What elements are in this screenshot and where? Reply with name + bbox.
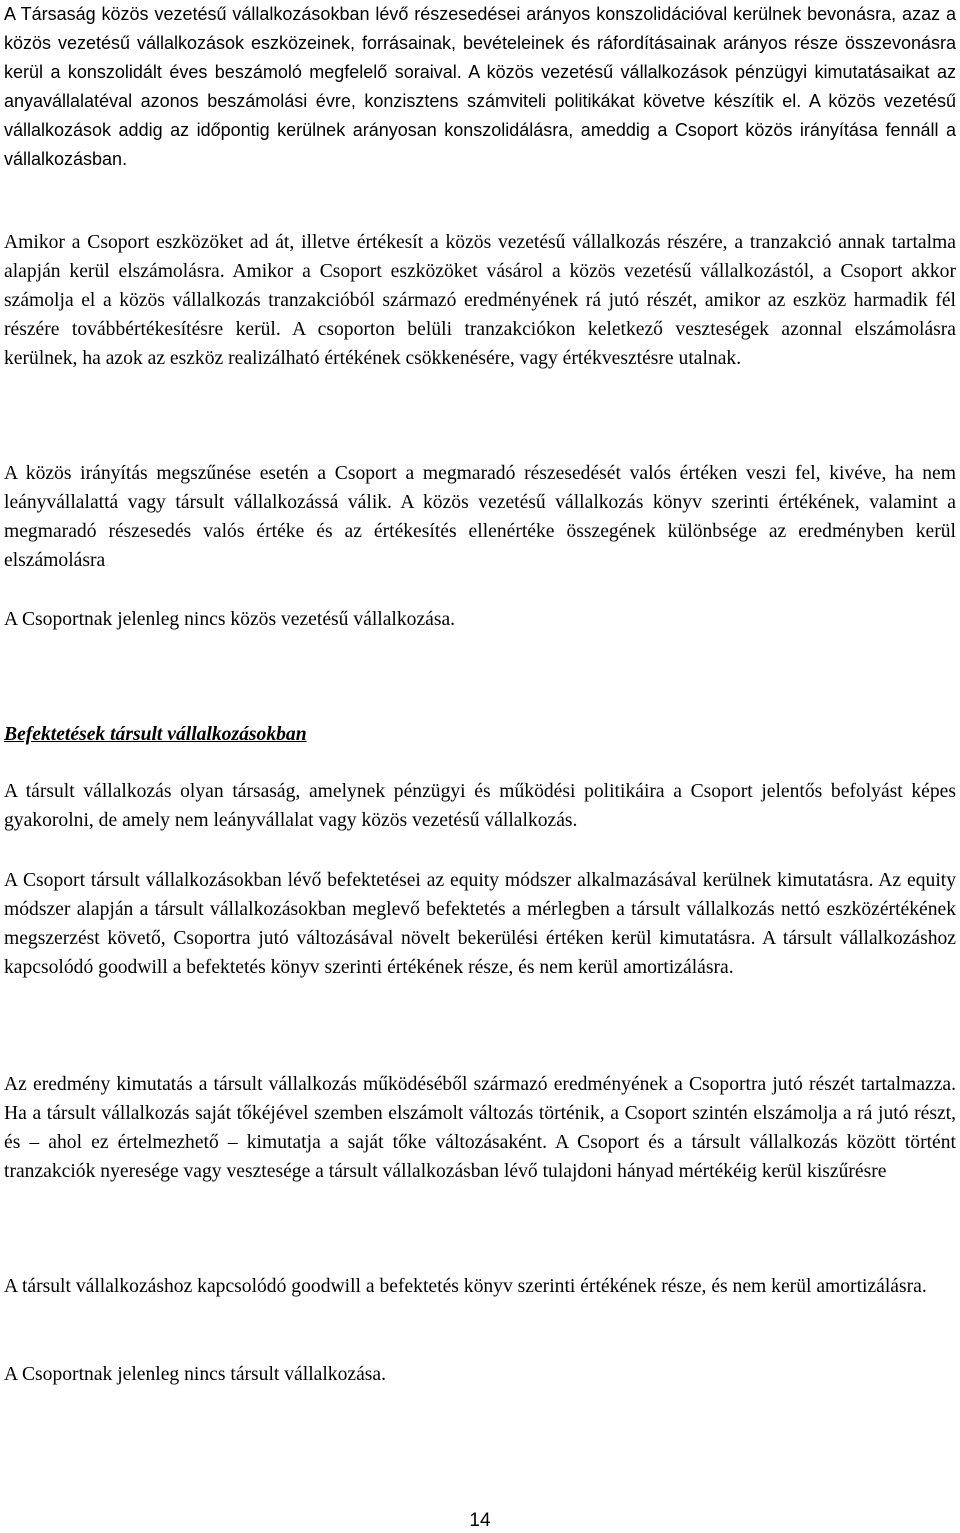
paragraph-associate-definition: A társult vállalkozás olyan társaság, amelynek pénzügyi és működési politikáira a Csoport jelentős befolyást képes gyakorolni, de amely nem leányvállalat vagy közös vezetésű vállalkozás. — [4, 781, 956, 831]
paragraph-joint-control-termination: A közös irányítás megszűnése esetén a Csoport a megmaradó részesedését valós értéken veszi fel, kivéve, ha nem leányvállalattá vagy társult vállalkozássá válik. A közös vezetésű vállalkozás könyv szerinti értékének, valamint a megmaradó részesedés valós értéke és az értékesítés ellenértéke összegének különbsége az eredményben kerül elszámolásra — [4, 463, 956, 571]
paragraph-joint-venture-asset-transfer: Amikor a Csoport eszközöket ad át, illetve értékesít a közös vezetésű vállalkozás részére, a tranzakció annak tartalma alapján kerül elszámolásra. Amikor a Csoport eszközöket vásárol a közös vezetésű vállalkozástól, a Csoport akkor számolja el a közös vállalkozás tranzakcióból származó eredményének rá jutó részét, amikor az eszköz harmadik fél részére továbbértékesítésre kerül. A csoporton belüli tranzakciókon keletkező veszteségek azonnal elszámolásra kerülnek, ha azok az eszköz realizálható értékének csökkenésére, vagy értékvesztésre utalnak. — [4, 232, 956, 369]
paragraph-goodwill: A társult vállalkozáshoz kapcsolódó goodwill a befektetés könyv szerinti értékének része, és nem kerül amortizálásra. — [4, 1276, 927, 1297]
paragraph-no-joint-venture: A Csoportnak jelenleg nincs közös vezetésű vállalkozása. — [4, 609, 456, 630]
page-number: 14 — [469, 1510, 491, 1531]
section-heading-associates: Befektetések társult vállalkozásokban — [4, 724, 307, 745]
paragraph-income-statement-share: Az eredmény kimutatás a társult vállalkozás működéséből származó eredményének a Csoportra jutó részét tartalmazza. Ha a társult vállalkozás saját tőkéjével szemben elszámolt változás történik, a Csoport szintén elszámolja a rá jutó részt, és – ahol ez értelmezhető – kimutatja a saját tőke változásaként. A Csoport és a társult vállalkozás között történt tranzakciók nyeresége vagy vesztesége a társult vállalkozásban lévő tulajdoni hányad mértékéig kerül kiszűrésre — [4, 1074, 956, 1182]
paragraph-equity-method: A Csoport társult vállalkozásokban lévő befektetései az equity módszer alkalmazásával kerülnek kimutatásra. Az equity módszer alapján a társult vállalkozásokban meglevő befektetés a mérlegben a társult vállalkozás nettó eszközértékének megszerzést követő, Csoportra jutó változásával növelt bekerülési értéken kerül kimutatásra. A társult vállalkozáshoz kapcsolódó goodwill a befektetés könyv szerinti értékének része, és nem kerül amortizálásra. — [4, 870, 956, 978]
paragraph-no-associate: A Csoportnak jelenleg nincs társult vállalkozása. — [4, 1364, 386, 1385]
paragraph-joint-venture-consolidation: A Társaság közös vezetésű vállalkozásokban lévő részesedései arányos konszolidációval kerülnek bevonásra, azaz a közös vezetésű vállalkozások eszközeinek, forrásainak, bevételeinek és ráfordításainak arányos része összevonásra kerül a konszolidált éves beszámoló megfelelő soraival. A közös vezetésű vállalkozások pénzügyi kimutatásaikat az anyavállalatéval azonos beszámolási évre, konzisztens számviteli politikákat követve készítik el. A közös vezetésű vállalkozások addig az időpontig kerülnek arányosan konszolidálásra, ameddig a Csoport közös irányítása fennáll a vállalkozásban. — [4, 4, 956, 169]
